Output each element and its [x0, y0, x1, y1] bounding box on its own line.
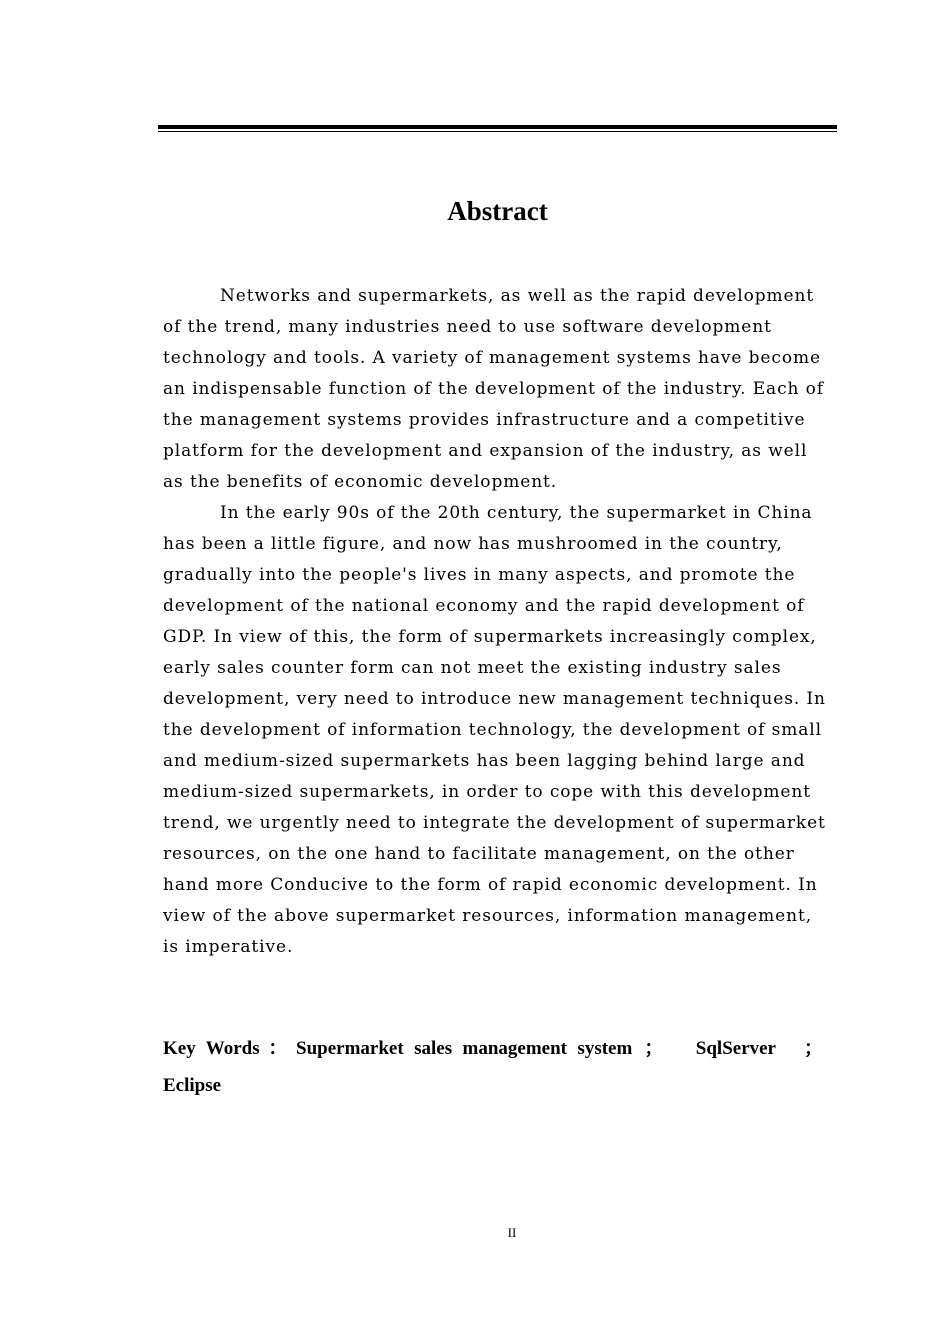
- keyword-item: Eclipse: [163, 1075, 222, 1096]
- abstract-body: [163, 281, 833, 963]
- keyword-item: SqlServer: [695, 1038, 776, 1059]
- keywords-label: Key Words: [163, 1038, 260, 1059]
- abstract-paragraph-1: Networks and supermarkets, as well as the rapid development of the trend, many industries need to use software development technology and tools. A variety of management systems have become an indispensable function of the development of the industry. Each of the management systems provides infrastructure and a competitive platform for the development and expansion of the industry, as well as the benefits of economic development.: [163, 286, 824, 492]
- abstract-paragraph-2: In the early 90s of the 20th century, the supermarket in China has been a little figure, and now has mushroomed in the country, gradually into the people's lives in many aspects, and promote the development of the national economy and the rapid development of GDP. In view of this, the form of supermarkets increasingly complex, early sales counter form can not meet the existing industry sales development, very need to introduce new management techniques. In the development of information technology, the development of small and medium-sized supermarkets has been lagging behind large and medium-sized supermarkets, in order to cope with this development trend, we urgently need to integrate the development of supermarket resources, on the one hand to facilitate management, on the other hand more Conducive to the form of rapid economic development. In view of the above supermarket resources, information management, is imperative.: [163, 503, 826, 957]
- keyword-item: Supermarket sales management system: [296, 1038, 633, 1059]
- keywords-separator: ：: [265, 1038, 291, 1059]
- page-number: II: [507, 1225, 517, 1240]
- keyword-delimiter: ；: [804, 1038, 824, 1059]
- keyword-delimiter: ；: [644, 1038, 664, 1059]
- header-rule-thick: [158, 125, 837, 129]
- header-rule-thin: [158, 131, 837, 132]
- keywords-line: [163, 1030, 823, 1104]
- abstract-title: Abstract: [447, 196, 548, 226]
